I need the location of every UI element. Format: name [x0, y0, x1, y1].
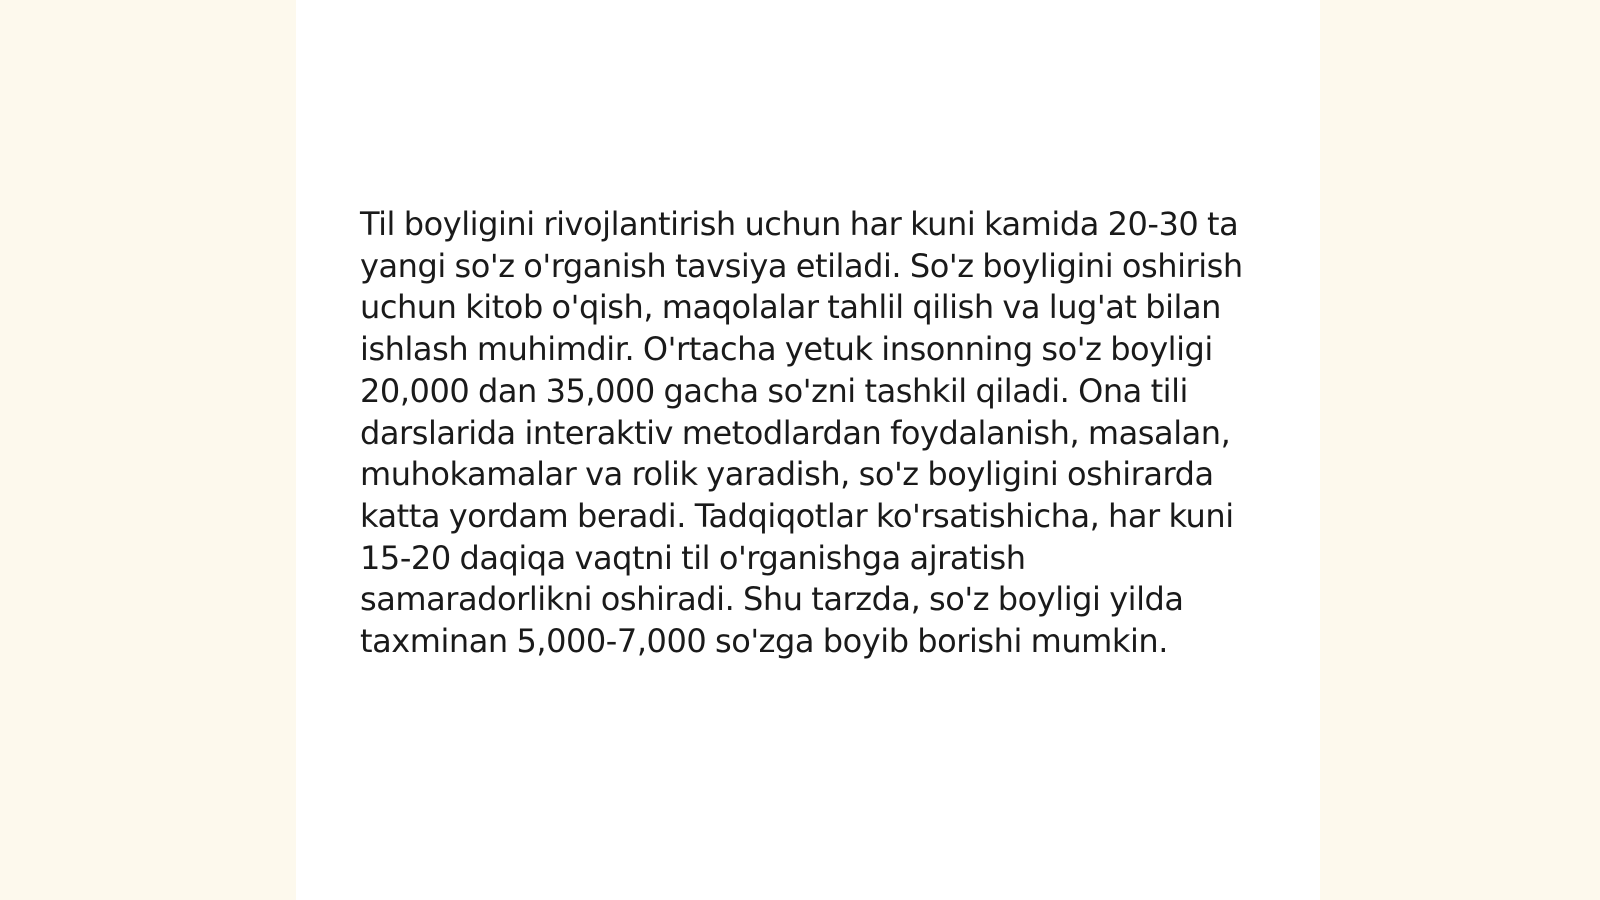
slide-body-text: Til boyligini rivojlantirish uchun har kuni kamida 20-30 ta yangi so'z o'rganish tavsiya etiladi. So'z boyligini oshirish uchun kitob o'qish, maqolalar tahlil qilish va lug'at bilan ishlash muhimdir. O'rtacha yetuk insonning so'z boyligi 20,000 dan 35,000 gacha so'zni tashkil qiladi. Ona tili darslarida interaktiv metodlardan foydalanish, masalan, muhokamalar va rolik yaradish, so'z boyligini oshirarda katta yordam beradi. Tadqiqotlar ko'rsatishicha, har kuni 15-20 daqiqa vaqtni til o'rganishga ajratish samaradorlikni oshiradi. Shu tarzda, so'z boyligi yilda taxminan 5,000-7,000 so'zga boyib borishi mumkin.: [360, 205, 1243, 661]
slide-canvas: [296, 0, 1320, 900]
